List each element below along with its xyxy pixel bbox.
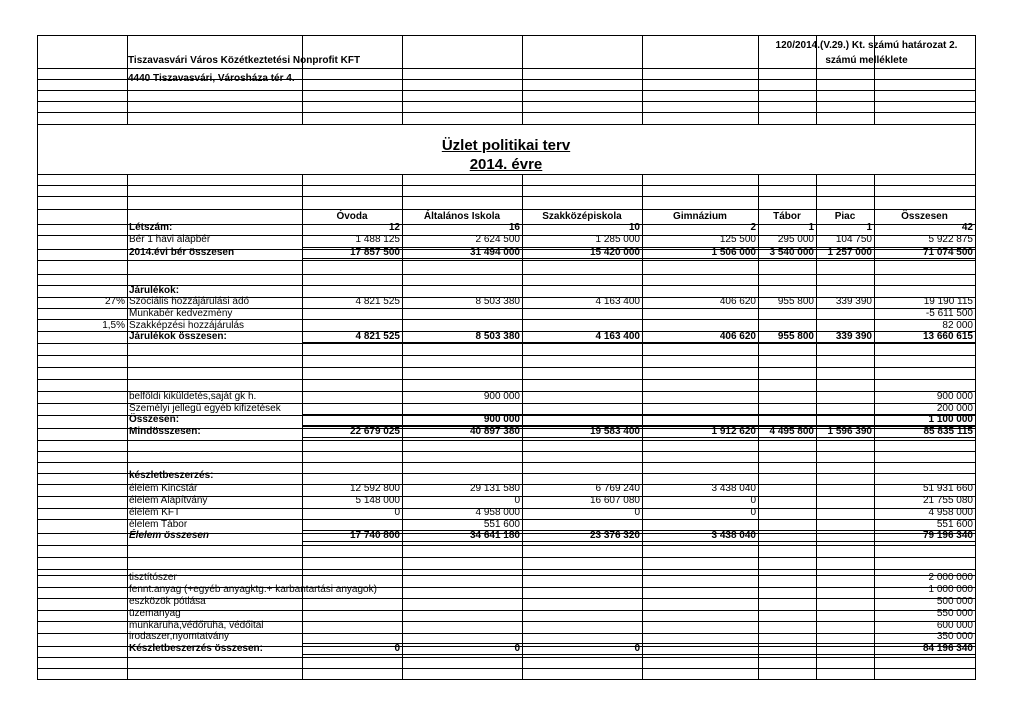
table-row xyxy=(37,484,975,494)
grid-col-line xyxy=(975,35,976,680)
value-cell: 125 500 xyxy=(719,234,756,245)
value-cell: 3 438 040 xyxy=(711,530,756,541)
document-title: Üzlet politikai terv xyxy=(441,137,571,154)
value-cell: 4 821 525 xyxy=(355,331,400,342)
value-cell: 4 163 400 xyxy=(595,331,640,342)
total-cell-border xyxy=(758,414,817,426)
grid-row-line xyxy=(37,343,975,344)
value-cell: 900 000 xyxy=(483,414,520,425)
table-row xyxy=(37,404,975,414)
row-label: élelem Tábor xyxy=(129,519,188,530)
table-row xyxy=(37,644,975,654)
value-cell: 5 922 875 xyxy=(928,234,973,245)
value-cell: 551 600 xyxy=(936,519,973,530)
value-cell: 21 755 080 xyxy=(922,495,973,506)
grid-row-line xyxy=(37,668,975,669)
company-name: Tiszavasvári Város Közétkeztetési Nonprofit KFT xyxy=(128,55,361,66)
grid-row-line xyxy=(37,101,975,102)
value-cell: 29 131 580 xyxy=(469,483,520,494)
value-cell: 339 390 xyxy=(835,331,872,342)
table-row xyxy=(37,471,975,481)
grid-row-line xyxy=(37,274,975,275)
grid-row-line xyxy=(37,112,975,113)
value-cell: 8 503 380 xyxy=(475,331,520,342)
value-cell: 10 xyxy=(628,222,640,233)
value-cell: 5 148 000 xyxy=(355,495,400,506)
total-cell-border xyxy=(302,414,403,426)
value-cell: 0 xyxy=(750,507,756,518)
table-row xyxy=(37,573,975,583)
value-cell: 900 000 xyxy=(483,391,520,402)
total-cell-border xyxy=(522,414,643,426)
value-cell: 42 xyxy=(961,222,973,233)
table-row xyxy=(37,248,975,258)
value-cell: 19 583 400 xyxy=(589,426,640,437)
value-cell: 34 641 180 xyxy=(469,530,520,541)
value-cell: 79 196 340 xyxy=(922,530,973,541)
table-row xyxy=(37,531,975,541)
value-cell: 6 769 240 xyxy=(595,483,640,494)
value-cell: 0 xyxy=(514,495,520,506)
value-cell: 12 xyxy=(388,222,400,233)
table-row xyxy=(37,585,975,595)
row-label: tisztítószer xyxy=(129,572,177,583)
value-cell: 1 596 390 xyxy=(827,426,872,437)
row-label: Szociális hozzájárulási adó xyxy=(129,296,250,307)
value-cell: 0 xyxy=(634,643,640,654)
value-cell: 40 897 380 xyxy=(469,426,520,437)
grid-row-line xyxy=(37,185,975,186)
row-label: Munkabér kedvezmény xyxy=(129,308,233,319)
grid-row-line xyxy=(37,209,975,210)
row-label: Készletbeszerzés összesen: xyxy=(129,643,263,654)
total-cell-border xyxy=(816,530,875,542)
table-row xyxy=(37,415,975,425)
value-cell: 1 488 125 xyxy=(355,234,400,245)
value-cell: 2 624 500 xyxy=(475,234,520,245)
value-cell: 0 xyxy=(514,643,520,654)
row-label: Szakképzési hozzájárulás xyxy=(129,320,245,331)
value-cell: 17 740 800 xyxy=(349,530,400,541)
value-cell: 1 257 000 xyxy=(827,247,872,258)
row-label: Járulékok: xyxy=(129,285,180,296)
table-row xyxy=(37,297,975,307)
resolution-line-1: 120/2014.(V.29.) Kt. számú határozat 2. xyxy=(775,40,958,51)
value-cell: 1 912 620 xyxy=(711,426,756,437)
value-cell: 84 196 340 xyxy=(922,643,973,654)
grid-row-line xyxy=(37,367,975,368)
value-cell: 551 600 xyxy=(483,519,520,530)
grid-row-line xyxy=(37,557,975,558)
row-label: Összesen: xyxy=(129,414,180,425)
table-row xyxy=(37,332,975,342)
value-cell: 0 xyxy=(634,507,640,518)
value-cell: 31 494 000 xyxy=(469,247,520,258)
value-cell: 3 540 000 xyxy=(769,247,814,258)
value-cell: 4 163 400 xyxy=(595,296,640,307)
table-row xyxy=(37,621,975,631)
table-row xyxy=(37,309,975,319)
table-row xyxy=(37,597,975,607)
value-cell: 2 xyxy=(750,222,756,233)
resolution-line-2: számú melléklete xyxy=(825,55,908,66)
spreadsheet xyxy=(37,35,975,680)
value-cell: 51 931 660 xyxy=(922,483,973,494)
grid-row-line xyxy=(37,657,975,658)
row-rate: 27% xyxy=(104,296,125,307)
row-label: üzemanyag xyxy=(129,608,181,619)
row-label: Bér 1 havi alapbér xyxy=(129,234,211,245)
value-cell: 4 495 800 xyxy=(769,426,814,437)
value-cell: 1 xyxy=(866,222,872,233)
value-cell: 16 xyxy=(508,222,520,233)
value-cell: 406 620 xyxy=(719,296,756,307)
value-cell: 900 000 xyxy=(936,391,973,402)
value-cell: 295 000 xyxy=(777,234,814,245)
row-label: élelem KFT xyxy=(129,507,181,518)
table-row xyxy=(37,235,975,245)
column-header: Óvoda xyxy=(336,211,368,222)
value-cell: 104 750 xyxy=(835,234,872,245)
value-cell: 22 679 025 xyxy=(349,426,400,437)
value-cell: 12 592 800 xyxy=(349,483,400,494)
value-cell: 85 835 115 xyxy=(923,426,973,437)
row-label: eszközök pótlása xyxy=(129,596,206,607)
row-label: Személyi jellegű egyéb kifizetések xyxy=(129,403,281,414)
grid-row-line xyxy=(37,462,975,463)
table-row xyxy=(37,496,975,506)
value-cell: 1 285 000 xyxy=(595,234,640,245)
value-cell: 600 000 xyxy=(936,620,973,631)
value-cell: 4 958 000 xyxy=(475,507,520,518)
grid-row-line xyxy=(37,569,975,570)
row-label: belföldi kiküldetés,saját gk h. xyxy=(129,391,257,402)
value-cell: 955 800 xyxy=(777,296,814,307)
grid-row-line xyxy=(37,451,975,452)
table-row xyxy=(37,321,975,331)
value-cell: 1 100 000 xyxy=(928,414,973,425)
grid-row-line xyxy=(37,35,975,36)
table-row xyxy=(37,286,975,296)
value-cell: 2 000 000 xyxy=(928,572,973,583)
row-label: fennt.anyag (+egyéb anyagktg.+ karbantartási anyagok) xyxy=(129,584,377,595)
column-header: Szakközépiskola xyxy=(542,211,622,222)
grid-row-line xyxy=(37,196,975,197)
value-cell: 0 xyxy=(394,507,400,518)
total-cell-border xyxy=(642,643,759,655)
value-cell: 0 xyxy=(750,495,756,506)
value-cell: 17 857 500 xyxy=(349,247,400,258)
table-row xyxy=(37,520,975,530)
value-cell: 500 000 xyxy=(936,596,973,607)
value-cell: 23 376 320 xyxy=(589,530,640,541)
grid-row-line xyxy=(37,440,975,441)
grid-row-line xyxy=(37,174,975,175)
value-cell: 71 074 500 xyxy=(922,247,973,258)
value-cell: 550 000 xyxy=(936,608,973,619)
value-cell: 0 xyxy=(394,643,400,654)
row-label: Létszám: xyxy=(129,222,173,233)
value-cell: 955 800 xyxy=(777,331,814,342)
row-label: 2014.évi bér összesen xyxy=(129,247,235,258)
table-row xyxy=(37,392,975,402)
table-row xyxy=(37,609,975,619)
value-cell: 3 438 040 xyxy=(711,483,756,494)
column-header: Piac xyxy=(834,211,856,222)
grid-row-line xyxy=(37,124,975,125)
total-cell-border xyxy=(758,530,817,542)
value-cell: 19 190 115 xyxy=(923,296,973,307)
value-cell: 339 390 xyxy=(835,296,872,307)
company-address: 4440 Tiszavasvári, Városháza tér 4. xyxy=(128,73,295,84)
column-header: Gimnázium xyxy=(673,211,727,222)
value-cell: 16 607 080 xyxy=(589,495,640,506)
grid-row-line xyxy=(37,379,975,380)
grid-row-line xyxy=(37,545,975,546)
row-label: Mindösszesen: xyxy=(129,426,201,437)
table-row xyxy=(37,427,975,437)
value-cell: 4 821 525 xyxy=(355,296,400,307)
value-cell: 8 503 380 xyxy=(475,296,520,307)
row-label: élelem Alapítvány xyxy=(129,495,208,506)
total-cell-border xyxy=(642,414,759,426)
table-row xyxy=(37,223,975,233)
value-cell: 200 000 xyxy=(936,403,973,414)
row-label: élelem Kincstár xyxy=(129,483,198,494)
column-header: Általános Iskola xyxy=(423,211,501,222)
value-cell: 4 958 000 xyxy=(928,507,973,518)
value-cell: 1 000 000 xyxy=(928,584,973,595)
value-cell: 15 420 000 xyxy=(589,247,640,258)
grid-row-line xyxy=(37,260,975,261)
value-cell: 13 660 615 xyxy=(922,331,973,342)
value-cell: 350 000 xyxy=(936,631,973,642)
value-cell: 406 620 xyxy=(719,331,756,342)
value-cell: -5 611 500 xyxy=(925,308,973,319)
total-cell-border xyxy=(758,643,817,655)
row-rate: 1,5% xyxy=(102,320,125,331)
row-label: munkaruha,védőruha, védőital xyxy=(129,620,264,631)
grid-row-line xyxy=(37,679,975,680)
column-header: Összesen xyxy=(901,211,948,222)
table-row xyxy=(37,508,975,518)
row-label: Járulékok összesen: xyxy=(129,331,227,342)
value-cell: 1 xyxy=(808,222,814,233)
row-label: irodaszer,nyomtatvány xyxy=(129,631,230,642)
grid-row-line xyxy=(37,68,975,69)
row-label: készletbeszerzés: xyxy=(129,470,214,481)
total-cell-border xyxy=(816,414,875,426)
table-row xyxy=(37,632,975,642)
row-label: Élelem összesen xyxy=(129,530,210,541)
value-cell: 1 506 000 xyxy=(711,247,756,258)
value-cell: 82 000 xyxy=(942,320,973,331)
column-header: Tábor xyxy=(773,211,801,222)
grid-row-line xyxy=(37,355,975,356)
document-subtitle: 2014. évre xyxy=(469,156,543,173)
grid-row-line xyxy=(37,90,975,91)
total-cell-border xyxy=(816,643,875,655)
